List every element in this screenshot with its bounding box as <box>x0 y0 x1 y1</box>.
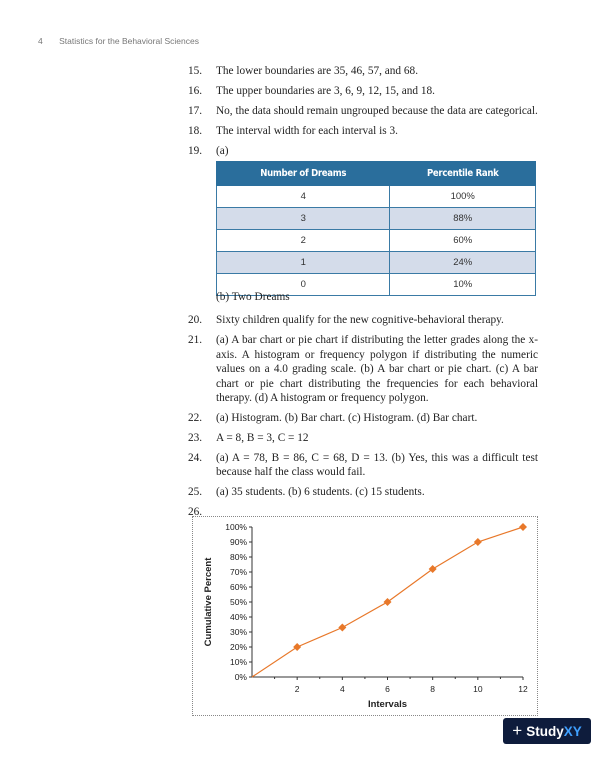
answer-item <box>188 144 538 158</box>
answer-item <box>188 333 538 405</box>
x-tick-label: 2 <box>294 684 300 694</box>
studyxy-logo <box>503 718 591 744</box>
data-point-marker <box>474 538 482 546</box>
answer-number: 26. <box>188 505 203 518</box>
answer-text: A = 8, B = 3, C = 12 <box>216 431 309 444</box>
y-tick-label: 80% <box>229 552 247 562</box>
table-cell: 24% <box>390 252 536 274</box>
answer-19b: (b) Two Dreams <box>216 291 290 303</box>
answer-item <box>188 64 538 78</box>
table-cell: 4 <box>217 186 390 208</box>
y-tick-label: 10% <box>229 657 247 667</box>
answer-number: 25. <box>188 485 203 498</box>
column-header: Number of Dreams <box>217 162 390 186</box>
x-tick-label: 4 <box>339 684 345 694</box>
y-axis-title: Cumulative Percent <box>203 557 214 647</box>
answer-item <box>188 451 538 480</box>
answer-item <box>188 485 538 499</box>
answer-text: The lower boundaries are 35, 46, 57, and 68. <box>216 65 419 77</box>
y-tick-label: 20% <box>229 642 247 652</box>
answer-number: 16. <box>188 84 203 97</box>
answer-item <box>188 411 538 425</box>
y-tick-label: 90% <box>229 537 247 547</box>
y-tick-label: 70% <box>229 567 247 577</box>
answer-number: 15. <box>188 65 203 77</box>
y-tick-label: 30% <box>229 627 247 637</box>
answer-text: (a) 35 students. (b) 6 students. (c) 15 students. <box>216 485 425 498</box>
answer-text: (a) <box>216 144 229 157</box>
column-header: Percentile Rank <box>390 162 536 186</box>
table-cell: 10% <box>390 274 536 296</box>
answer-text: (a) Histogram. (b) Bar chart. (c) Histogram. (d) Bar chart. <box>216 411 478 424</box>
ogive-chart <box>192 516 538 716</box>
data-point-marker <box>293 643 301 651</box>
answer-item <box>188 104 538 118</box>
data-point-marker <box>519 523 527 531</box>
data-point-marker <box>384 598 392 606</box>
answer-item <box>188 313 538 327</box>
running-head <box>38 36 199 46</box>
logo-text-accent: XY <box>563 723 582 739</box>
chart-svg <box>193 517 537 715</box>
y-tick-label: 0% <box>234 672 247 682</box>
table-row <box>217 208 536 230</box>
answer-number: 19. <box>188 144 203 157</box>
answer-number: 20. <box>188 314 203 327</box>
answer-number: 22. <box>188 411 203 424</box>
x-tick-label: 12 <box>518 684 528 694</box>
answer-number: 21. <box>188 334 203 347</box>
answer-number: 24. <box>188 451 203 464</box>
y-tick-label: 50% <box>229 597 247 607</box>
x-tick-label: 6 <box>385 684 390 694</box>
y-tick-label: 100% <box>225 522 247 532</box>
page-number: 4 <box>38 36 43 46</box>
x-tick-label: 10 <box>473 684 483 694</box>
answer-item <box>188 84 538 98</box>
table-cell: 3 <box>217 208 390 230</box>
table-header-row <box>217 162 536 186</box>
table-cell: 1 <box>217 252 390 274</box>
answer-number: 23. <box>188 431 203 444</box>
running-title: Statistics for the Behavioral Sciences <box>59 36 199 46</box>
answer-list <box>188 64 538 164</box>
answer-text: The interval width for each interval is 3. <box>216 124 398 137</box>
answer-item <box>188 124 538 138</box>
table-cell: 100% <box>390 186 536 208</box>
answer-number: 18. <box>188 124 203 137</box>
x-tick-label: 8 <box>430 684 436 694</box>
answer-text: (a) A = 78, B = 86, C = 68, D = 13. (b) Yes, this was a difficult test because half the class would fail. <box>216 451 538 479</box>
table-row <box>217 252 536 274</box>
table-cell: 88% <box>390 208 536 230</box>
answer-number: 17. <box>188 104 203 117</box>
data-point-marker <box>338 624 346 632</box>
data-point-marker <box>429 565 437 573</box>
table-row <box>217 230 536 252</box>
answer-item <box>188 431 538 445</box>
answer-text: The upper boundaries are 3, 6, 9, 12, 15, and 18. <box>216 84 435 97</box>
answer-list-2 <box>188 290 538 518</box>
answer-text: No, the data should remain ungrouped because the data are categorical. <box>216 104 538 117</box>
plus-icon: + <box>512 721 523 740</box>
table-cell: 0 <box>217 274 390 296</box>
y-tick-label: 40% <box>229 612 247 622</box>
dreams-table <box>216 161 536 296</box>
answer-text: (a) A bar chart or pie chart if distributing the letter grades along the x-axis. A histogram or frequency polygon if distributing the numeric values on a 4.0 grading scale. (b) A bar chart or pie chart. (c) A bar chart or pie chart distributing the frequencies for each behavioral therapy. (d) A histogram or frequency polygon. <box>216 334 538 404</box>
table-cell: 2 <box>217 230 390 252</box>
y-tick-label: 60% <box>229 582 247 592</box>
answer-text: Sixty children qualify for the new cognitive-behavioral therapy. <box>216 314 504 327</box>
table-cell: 60% <box>390 230 536 252</box>
table-row <box>217 186 536 208</box>
logo-text-main: Study <box>526 723 564 739</box>
x-axis-title: Intervals <box>367 699 408 710</box>
